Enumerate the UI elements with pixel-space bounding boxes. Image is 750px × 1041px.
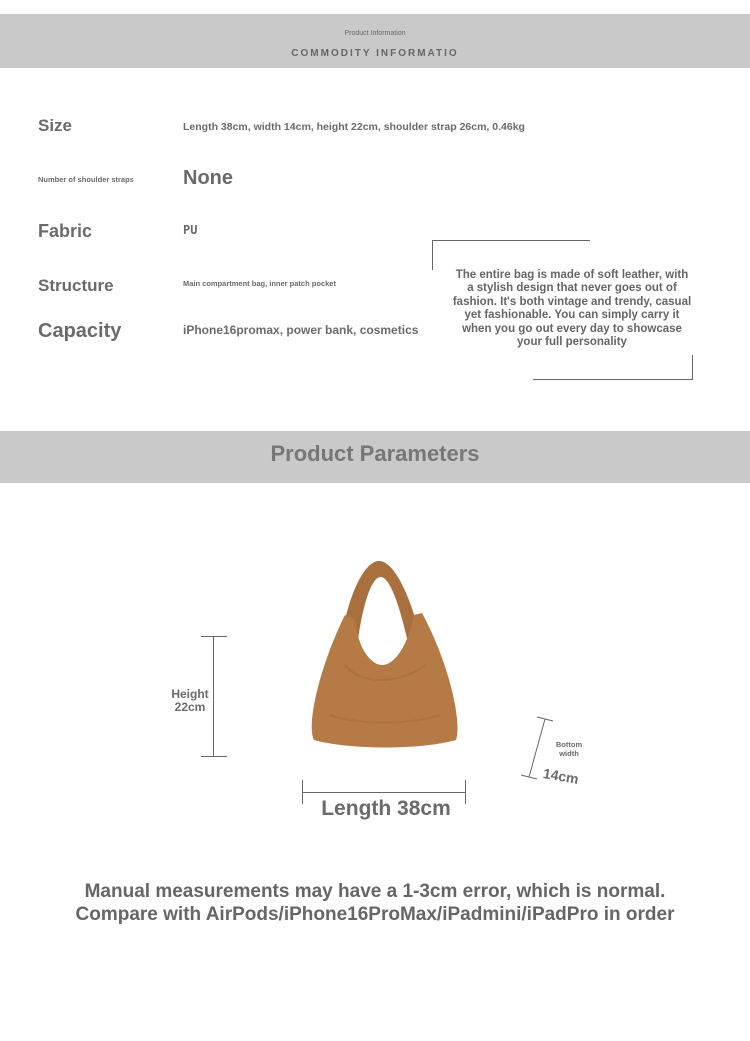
straps-value: None [183,167,233,189]
bottom-width-value: 14cm [541,765,580,787]
product-description: The entire bag is made of soft leather, with a stylish design that never goes out of fashion. It's both vintage and trendy, casual yet fashionable. You can simply carry it when you go out every day to showcase your full personality [452,269,692,349]
height-tick-top [201,636,227,637]
fabric-label: Fabric [38,221,93,241]
size-label: Size [38,116,73,135]
capacity-value: iPhone16promax, power bank, cosmetics [183,323,419,337]
footer-note-line1: Manual measurements may have a 1-3cm error, which is normal. [84,881,666,902]
bracket-top-side [432,240,433,270]
height-value: 22cm [174,700,206,714]
product-parameters-banner [0,431,750,483]
length-dimension-line [302,792,465,793]
handbag-illustration [300,555,470,755]
bracket-bottom [533,379,693,380]
size-value: Length 38cm, width 14cm, height 22cm, shoulder strap 26cm, 0.46kg [183,121,525,133]
fabric-value: PU [183,223,198,237]
height-label [165,688,215,714]
capacity-label: Capacity [38,320,122,342]
footer-note-line2: Compare with AirPods/iPhone16ProMax/iPadmini/iPadPro in order [75,904,675,925]
length-label: Length 38cm [321,797,451,820]
straps-label: Number of shoulder straps [38,175,134,184]
height-label-text: Height [171,687,209,701]
height-tick-bottom [201,756,227,757]
bracket-top [432,240,590,241]
bracket-bottom-side [692,355,693,380]
banner-subtitle: Product Information [344,30,406,37]
bottom-width-label [550,740,588,758]
bottom-label-text: Bottom [555,740,583,749]
width-label-text: width [559,749,579,758]
structure-value: Main compartment bag, inner patch pocket [183,279,336,288]
banner-title: COMMODITY INFORMATIO [291,48,459,59]
commodity-info-banner [0,14,750,68]
parameters-title: Product Parameters [270,441,480,466]
structure-label: Structure [38,276,114,295]
